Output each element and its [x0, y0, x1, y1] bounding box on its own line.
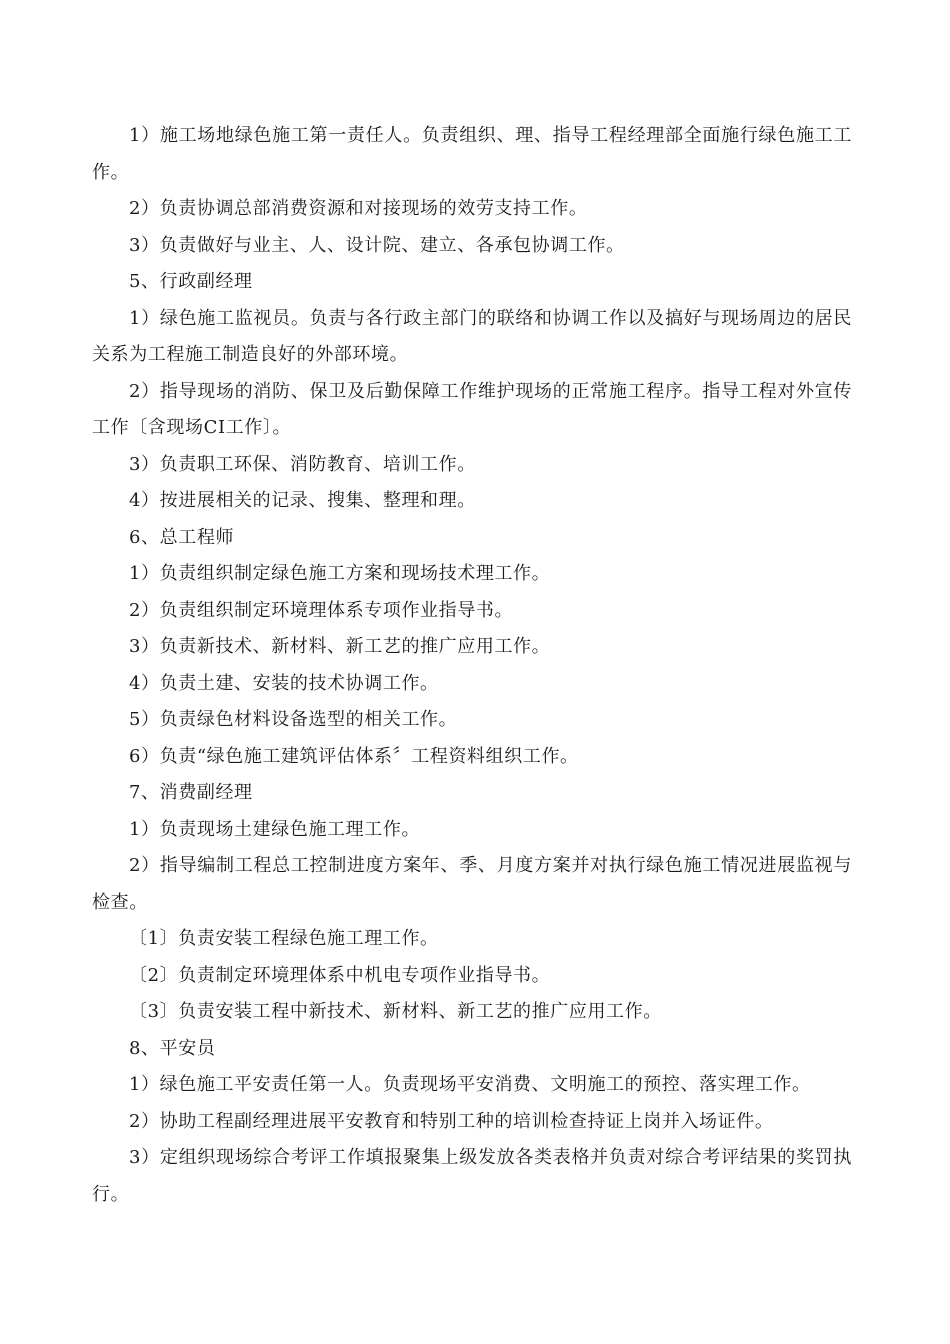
paragraph: 1）绿色施工监视员。负责与各行政主部门的联络和协调工作以及搞好与现场周边的居民关系为工程施工制造良好的外部环境。 [92, 307, 852, 365]
paragraph: 4）负责土建、安装的技术协调工作。 [129, 672, 439, 694]
section-heading: 7、消费副经理 [129, 782, 253, 803]
paragraph: 〔1〕负责安装工程绿色施工理工作。 [129, 928, 439, 949]
paragraph: 3）负责新技术、新材料、新工艺的推广应用工作。 [129, 636, 551, 657]
paragraph: 6）负责“绿色施工建筑评估体系〞工程资料组织工作。 [129, 745, 579, 767]
paragraph: 2）负责协调总部消费资源和对接现场的效劳支持工作。 [129, 198, 588, 219]
paragraph: 2）负责组织制定环境理体系专项作业指导书。 [129, 599, 514, 621]
paragraph: 3）定组织现场综合考评工作填报聚集上级发放各类表格并负责对综合考评结果的奖罚执行。 [92, 1147, 852, 1205]
section-heading: 6、总工程师 [129, 526, 235, 548]
paragraph: 3）负责职工环保、消防教育、培训工作。 [129, 453, 476, 475]
document-body [92, 118, 852, 1213]
paragraph: 〔2〕负责制定环境理体系中机电专项作业指导书。 [129, 964, 551, 986]
section-heading: 5、行政副经理 [129, 271, 253, 292]
paragraph: 2）指导现场的消防、保卫及后勤保障工作维护现场的正常施工程序。指导工程对外宣传工作〔含现场CI工作〕。 [92, 380, 852, 438]
paragraph: 〔3〕负责安装工程中新技术、新材料、新工艺的推广应用工作。 [129, 1001, 662, 1022]
paragraph: 1）绿色施工平安责任第一人。负责现场平安消费、文明施工的预控、落实理工作。 [129, 1074, 811, 1095]
paragraph: 1）负责组织制定绿色施工方案和现场技术理工作。 [129, 563, 551, 584]
paragraph: 2）协助工程副经理进展平安教育和特别工种的培训检查持证上岗并入场证件。 [129, 1110, 774, 1132]
section-heading: 8、平安员 [129, 1037, 216, 1059]
paragraph: 1）施工场地绿色施工第一责任人。负责组织、理、指导工程经理部全面施行绿色施工工作。 [92, 125, 852, 183]
paragraph: 5）负责绿色材料设备选型的相关工作。 [129, 709, 458, 730]
paragraph: 3）负责做好与业主、人、设计院、建立、各承包协调工作。 [129, 234, 625, 256]
paragraph: 4）按进展相关的记录、搜集、整理和理。 [129, 490, 476, 511]
paragraph: 2）指导编制工程总工控制进度方案年、季、月度方案并对执行绿色施工情况进展监视与检查。 [92, 855, 852, 913]
paragraph: 1）负责现场土建绿色施工理工作。 [129, 818, 421, 840]
